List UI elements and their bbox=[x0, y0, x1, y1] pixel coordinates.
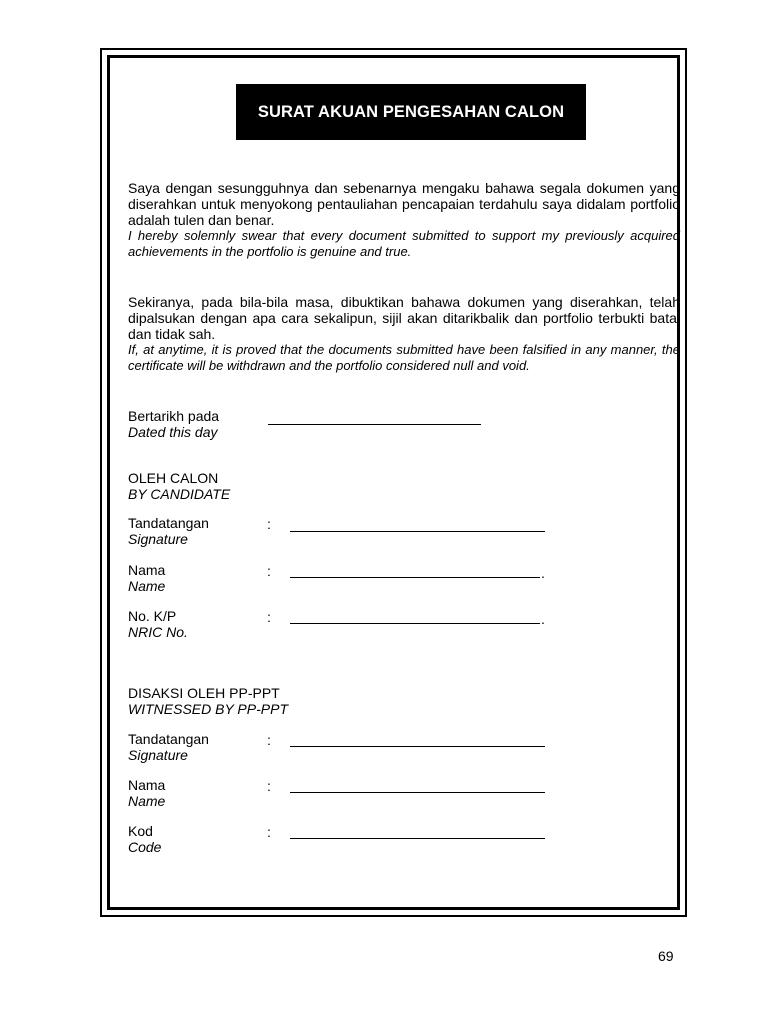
candidate-name-line[interactable] bbox=[290, 577, 540, 578]
page-number: 69 bbox=[658, 948, 674, 964]
candidate-nric-colon: : bbox=[267, 609, 271, 625]
candidate-nric-label-malay: No. K/P bbox=[128, 608, 177, 624]
witness-signature-label bbox=[128, 732, 209, 763]
dated-label-malay: Bertarikh pada bbox=[128, 408, 220, 424]
declaration-paragraph-2 bbox=[128, 294, 680, 374]
dated-label bbox=[128, 409, 219, 440]
candidate-signature-label-malay: Tandatangan bbox=[128, 515, 209, 531]
candidate-nric-line[interactable] bbox=[290, 623, 540, 624]
candidate-heading-malay: OLEH CALON bbox=[128, 470, 219, 486]
witness-heading bbox=[128, 686, 288, 717]
candidate-signature-line[interactable] bbox=[290, 531, 545, 532]
witness-code-colon: : bbox=[267, 824, 271, 840]
witness-heading-malay: DISAKSI OLEH PP-PPT bbox=[128, 685, 280, 701]
witness-name-label bbox=[128, 778, 165, 809]
dated-label-english: Dated this day bbox=[128, 423, 218, 440]
candidate-name-end-dot: . bbox=[541, 565, 545, 581]
witness-heading-english: WITNESSED BY PP-PPT bbox=[128, 700, 288, 717]
witness-code-label-english: Code bbox=[128, 838, 162, 855]
document-title: SURAT AKUAN PENGESAHAN CALON bbox=[236, 84, 586, 140]
witness-code-line[interactable] bbox=[290, 838, 545, 839]
witness-signature-line[interactable] bbox=[290, 746, 545, 747]
witness-name-line[interactable] bbox=[290, 792, 545, 793]
candidate-signature-colon: : bbox=[267, 516, 271, 532]
witness-name-label-malay: Nama bbox=[128, 777, 166, 793]
witness-signature-colon: : bbox=[267, 732, 271, 748]
dated-input-line[interactable] bbox=[268, 424, 481, 425]
candidate-name-label bbox=[128, 563, 165, 594]
candidate-nric-label bbox=[128, 609, 188, 640]
candidate-nric-label-english: NRIC No. bbox=[128, 623, 188, 640]
candidate-signature-label-english: Signature bbox=[128, 530, 188, 547]
witness-signature-label-malay: Tandatangan bbox=[128, 731, 209, 747]
witness-signature-label-english: Signature bbox=[128, 746, 188, 763]
declaration-1-english: I hereby solemnly swear that every document submitted to support my previously acquired achievements in the portfolio is genuine and true. bbox=[128, 228, 680, 259]
candidate-heading-english: BY CANDIDATE bbox=[128, 485, 231, 502]
candidate-name-label-malay: Nama bbox=[128, 562, 166, 578]
declaration-1-malay: Saya dengan sesungguhnya dan sebenarnya mengaku bahawa segala dokumen yang diserahkan untuk menyokong pentauliahan pencapaian terdahulu saya didalam portfolio adalah tulen dan benar. bbox=[128, 180, 680, 228]
witness-name-label-english: Name bbox=[128, 792, 166, 809]
candidate-name-colon: : bbox=[267, 563, 271, 579]
candidate-signature-label bbox=[128, 516, 209, 547]
witness-name-colon: : bbox=[267, 778, 271, 794]
candidate-nric-end-dot: . bbox=[541, 611, 545, 627]
witness-code-label-malay: Kod bbox=[128, 823, 153, 839]
declaration-2-english: If, at anytime, it is proved that the documents submitted have been falsified in any manner, the certificate will be withdrawn and the portfolio considered null and void. bbox=[128, 342, 680, 373]
candidate-heading bbox=[128, 471, 230, 502]
witness-code-label bbox=[128, 824, 161, 855]
declaration-2-malay: Sekiranya, pada bila-bila masa, dibuktikan bahawa dokumen yang diserahkan, telah dipalsukan dengan apa cara sekalipun, sijil akan ditarikbalik dan portfolio terbukti batal dan tidak sah. bbox=[128, 294, 680, 342]
declaration-paragraph-1 bbox=[128, 180, 680, 260]
candidate-name-label-english: Name bbox=[128, 577, 166, 594]
